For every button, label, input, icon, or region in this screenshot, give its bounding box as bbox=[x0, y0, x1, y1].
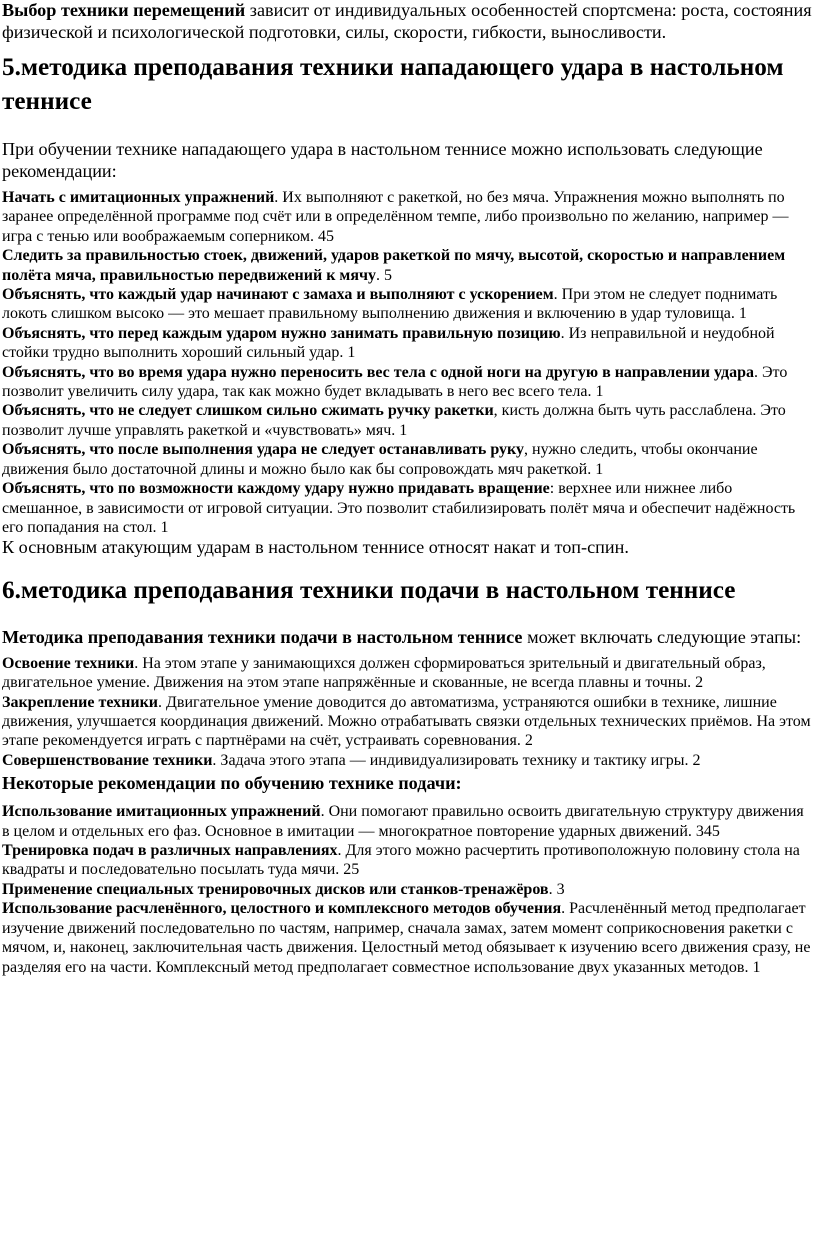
rec-text: . Они помогают правильно освоить двигательную структуру движения в целом и отдельных его фаз. Основное в имитации — многократное повторение ударных движений. 345 bbox=[2, 803, 804, 840]
intro-bold: Выбор техники перемещений bbox=[2, 0, 246, 20]
item-bold: Объяснять, что во время удара нужно переносить вес тела с одной ноги на другую в направлении удара bbox=[2, 363, 754, 381]
recommendation-item bbox=[2, 363, 812, 402]
section-6-lead bbox=[2, 626, 812, 648]
section-6-subheading: Некоторые рекомендации по обучению технике подачи: bbox=[2, 773, 462, 794]
item-bold: Начать с имитационных упражнений bbox=[2, 189, 275, 206]
item-bold: Объяснять, что не следует слишком сильно сжимать ручку ракетки bbox=[2, 402, 494, 420]
item-text: . 5 bbox=[376, 266, 393, 284]
item-bold: Объяснять, что по возможности каждому удару нужно придавать вращение bbox=[2, 480, 550, 498]
intro-text: зависит от индивидуальных особенностей спортсмена: роста, состояния физической и психологической подготовки, силы, скорости, гибкости, выносливости. bbox=[2, 0, 812, 42]
item-text: . При этом не следует поднимать локоть слишком высоко — это мешает правильному выполнению движения и включению в удар туловища. 1 bbox=[2, 286, 778, 323]
section-6-lead-text: может включать следующие этапы: bbox=[522, 626, 802, 647]
recommendation-item bbox=[2, 246, 812, 285]
rec-text: . Расчленённый метод предполагает изучение движений последовательно по частям, например, сначала замах, затем момент соприкосновения ракетки с мячом, и, наконец, заключительная часть движения. Целостный метод обязывает к изучению всего движения сразу, не разделяя его на части. Комплексный метод предполагает совместное использование двух указанных методов. 1 bbox=[2, 900, 811, 976]
section-5-title: 5.методика преподавания техники нападающего удара в настольном теннисе bbox=[2, 54, 784, 115]
recommendation-item bbox=[2, 188, 812, 246]
rec-bold: Использование расчленённого, целостного и комплексного методов обучения bbox=[2, 900, 562, 918]
section-5-tail: К основным атакующим ударам в настольном теннисе относят накат и топ-спин. bbox=[2, 537, 629, 558]
rec-bold: Тренировка подач в различных направлениях bbox=[2, 842, 338, 860]
item-text: . Их выполняют с ракеткой, но без мяча. Упражнения можно выполнять по заранее определённой программе под счёт или в определённом темпе, либо произвольно по желанию, например — игра с тенью или воображаемым соперником. 45 bbox=[2, 189, 789, 245]
stage-bold: Закрепление техники bbox=[2, 693, 159, 711]
stage-text: . Двигательное умение доводится до автоматизма, устраняются ошибки в технике, лишние движения, улучшается координация движений. Можно отрабатывать связки отдельных технических приёмов. На этом этапе рекомендуется играть с партнёрами на счёт, устраивать соревнования. 2 bbox=[2, 693, 811, 750]
stage-text: . Задача этого этапа — индивидуализировать технику и тактику игры. 2 bbox=[212, 751, 701, 769]
item-text: : верхнее или нижнее либо смешанное, в зависимости от игровой ситуации. Это позволит стабилизировать полёт мяча и обеспечит надёжность его попадания на стол. 1 bbox=[2, 480, 796, 536]
item-bold: Объяснять, что после выполнения удара не следует останавливать руку bbox=[2, 441, 524, 459]
stage-bold: Совершенствование техники bbox=[2, 751, 213, 769]
rec-text: . 3 bbox=[548, 880, 565, 898]
stage-item bbox=[2, 654, 812, 693]
item-bold: Объяснять, что каждый удар начинают с замаха и выполняют с ускорением bbox=[2, 286, 554, 304]
item-text: . Из неправильной и неудобной стойки трудно выполнить хороший сильный удар. 1 bbox=[2, 324, 775, 362]
rec-bold: Применение специальных тренировочных дисков или станков-тренажёров bbox=[2, 880, 549, 898]
serve-recommendation-item bbox=[2, 841, 812, 880]
recommendation-item bbox=[2, 440, 812, 479]
recommendation-item bbox=[2, 285, 812, 324]
item-bold: Следить за правильностью стоек, движений, ударов ракеткой по мячу, высотой, скоростью и направлением полёта мяча, правильностью передвижений к мячу bbox=[2, 247, 786, 284]
recommendation-item bbox=[2, 479, 812, 537]
item-bold: Объяснять, что перед каждым ударом нужно занимать правильную позицию bbox=[2, 324, 561, 342]
stage-item bbox=[2, 751, 812, 770]
rec-text: . Для этого можно расчертить противоположную половину стола на квадраты и последовательно посылать туда мячи. 25 bbox=[2, 842, 800, 879]
stage-item bbox=[2, 693, 812, 751]
stage-bold: Освоение техники bbox=[2, 654, 135, 672]
serve-recommendation-item bbox=[2, 899, 812, 977]
item-text: . Это позволит увеличить силу удара, так как можно будет вкладывать в него вес всего тела. 1 bbox=[2, 363, 788, 401]
section-6-lead-bold: Методика преподавания техники подачи в настольном теннисе bbox=[2, 626, 523, 647]
intro-paragraph bbox=[2, 0, 812, 43]
serve-recommendation-item bbox=[2, 802, 812, 841]
section-6-title: 6.методика преподавания техники подачи в настольном теннисе bbox=[2, 576, 736, 604]
section-5-lead: При обучении технике нападающего удара в настольном теннисе можно использовать следующие рекомендации: bbox=[2, 139, 763, 181]
item-text: , нужно следить, чтобы окончание движения было достаточной длины и можно было как бы сопровождать мяч ракеткой. 1 bbox=[2, 441, 758, 478]
recommendation-item bbox=[2, 324, 812, 363]
stage-text: . На этом этапе у занимающихся должен сформироваться зрительный и двигательный образ, двигательное умение. Движения на этом этапе напряжённые и скованные, не всегда плавны и точны. 2 bbox=[2, 654, 766, 692]
item-text: , кисть должна быть чуть расслаблена. Это позволит лучше управлять ракеткой и «чувствовать» мяч. 1 bbox=[2, 402, 786, 439]
rec-bold: Использование имитационных упражнений bbox=[2, 803, 321, 821]
recommendation-item bbox=[2, 401, 812, 440]
serve-recommendation-item bbox=[2, 880, 812, 899]
